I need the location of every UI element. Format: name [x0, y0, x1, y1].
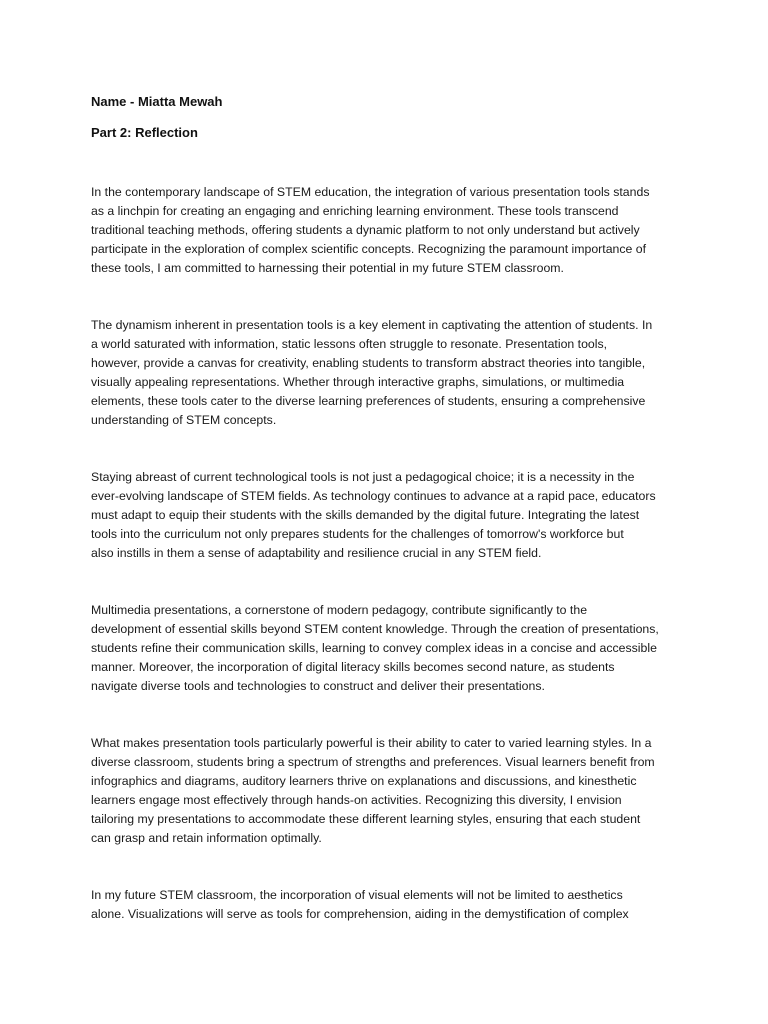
paragraph-line: can grasp and retain information optimally.: [91, 831, 322, 845]
paragraph-line: students refine their communication skills, learning to convey complex ideas in a concise and accessible: [91, 641, 657, 655]
paragraph-line: ever-evolving landscape of STEM fields. As technology continues to advance at a rapid pace, educators: [91, 489, 656, 503]
paragraph-line: navigate diverse tools and technologies to construct and deliver their presentations.: [91, 679, 545, 693]
paragraph-line: must adapt to equip their students with the skills demanded by the digital future. Integrating the latest: [91, 508, 640, 522]
paragraph-line: elements, these tools cater to the diverse learning preferences of students, ensuring a comprehensive: [91, 394, 646, 408]
paragraph-line: In the contemporary landscape of STEM education, the integration of various presentation tools stands: [91, 185, 650, 199]
paragraph-line: In my future STEM classroom, the incorporation of visual elements will not be limited to aesthetics: [91, 888, 623, 902]
paragraph-line: however, provide a canvas for creativity, enabling students to transform abstract theories into tangible,: [91, 356, 646, 370]
paragraph-line: these tools, I am committed to harnessing their potential in my future STEM classroom.: [91, 261, 564, 275]
paragraph-line: tools into the curriculum not only prepares students for the challenges of tomorrow's workforce but: [91, 527, 624, 541]
paragraph-line: participate in the exploration of complex scientific concepts. Recognizing the paramount importance of: [91, 242, 647, 256]
paragraph-line: as a linchpin for creating an engaging and enriching learning environment. These tools transcend: [91, 204, 619, 218]
paragraph-line: alone. Visualizations will serve as tools for comprehension, aiding in the demystification of complex: [91, 907, 629, 921]
paragraph-line: What makes presentation tools particularly powerful is their ability to cater to varied learning styles. In a: [91, 736, 652, 750]
paragraph-line: traditional teaching methods, offering students a dynamic platform to not only understand but actively: [91, 223, 640, 237]
author-name-line: Name - Miatta Mewah: [91, 94, 223, 109]
paragraph-4: [91, 601, 683, 696]
paragraph-line: Multimedia presentations, a cornerstone of modern pedagogy, contribute significantly to the: [91, 603, 588, 617]
paragraph-line: visually appealing representations. Whether through interactive graphs, simulations, or multimedia: [91, 375, 625, 389]
paragraph-line: a world saturated with information, static lessons often struggle to resonate. Presentation tools,: [91, 337, 608, 351]
section-title: Part 2: Reflection: [91, 125, 198, 140]
paragraph-line: tailoring my presentations to accommodate these different learning styles, ensuring that each student: [91, 812, 641, 826]
paragraph-line: manner. Moreover, the incorporation of digital literacy skills becomes second nature, as students: [91, 660, 615, 674]
paragraph-3: [91, 468, 683, 563]
paragraph-line: Staying abreast of current technological tools is not just a pedagogical choice; it is a necessity in the: [91, 470, 635, 484]
paragraph-line: diverse classroom, students bring a spectrum of strengths and preferences. Visual learners benefit from: [91, 755, 655, 769]
paragraph-line: learners engage most effectively through hands-on activities. Recognizing this diversity, I envision: [91, 793, 622, 807]
paragraph-1: [91, 183, 683, 278]
paragraph-5: [91, 734, 683, 848]
paragraph-line: also instills in them a sense of adaptability and resilience crucial in any STEM field.: [91, 546, 542, 560]
paragraph-line: The dynamism inherent in presentation tools is a key element in captivating the attention of students. In: [91, 318, 653, 332]
paragraph-6: [91, 886, 683, 924]
paragraph-2: [91, 316, 683, 430]
paragraph-line: understanding of STEM concepts.: [91, 413, 277, 427]
paragraph-line: infographics and diagrams, auditory learners thrive on explanations and discussions, and kinesthetic: [91, 774, 637, 788]
paragraph-line: development of essential skills beyond STEM content knowledge. Through the creation of presentations,: [91, 622, 659, 636]
